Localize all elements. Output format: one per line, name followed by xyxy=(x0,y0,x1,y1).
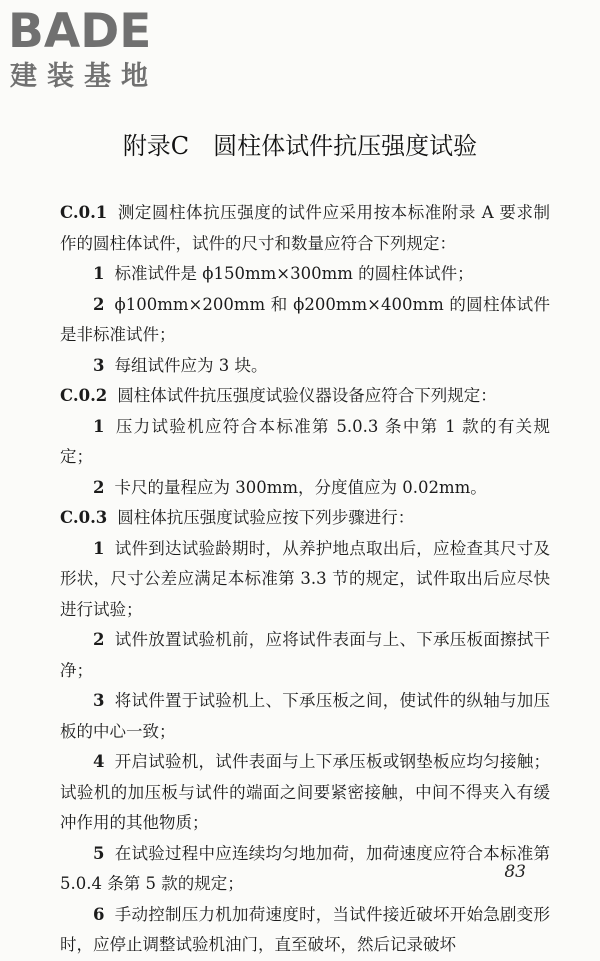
list-item: 4 开启试验机，试件表面与上下承压板或钢垫板应均匀接触；试验机的加压板与试件的端面之间要紧密接触，中间不得夹入有缓冲作用的其他物质； xyxy=(60,752,550,832)
list-item: 3 每组试件应为 3 块。 xyxy=(93,355,268,375)
clause-c01: C.0.1 测定圆柱体抗压强度的试件应采用按本标准附录 A 要求制作的圆柱体试件，试件的尺寸和数量应符合下列规定： xyxy=(60,203,550,253)
clause-c03: C.0.3 圆柱体抗压强度试验应按下列步骤进行： xyxy=(60,508,415,527)
list-item: 1 标准试件是 ϕ150mm×300mm 的圆柱体试件； xyxy=(93,264,474,283)
list-item: 1 压力试验机应符合本标准第 5.0.3 条中第 1 款的有关规定； xyxy=(60,416,550,466)
logo xyxy=(6,4,186,96)
page-number: 83 xyxy=(504,862,526,882)
list-item: 3 将试件置于试验机上、下承压板之间，使试件的纵轴与加压板的中心一致； xyxy=(60,691,550,741)
list-item: 2 ϕ100mm×200mm 和 ϕ200mm×400mm 的圆柱体试件是非标准试件； xyxy=(60,294,550,344)
list-item: 1 试件到达试验龄期时，从养护地点取出后，应检查其尺寸及形状，尺寸公差应满足本标准第 3.3 节的规定，试件取出后应尽快进行试验； xyxy=(60,538,550,619)
logo-wordmark: BADE xyxy=(8,4,152,59)
list-item: 6 手动控制压力机加荷速度时，当试件接近破坏开始急剧变形时，应停止调整试验机油门，直至破坏，然后记录破坏 xyxy=(60,904,550,954)
clause-c02: C.0.2 圆柱体试件抗压强度试验仪器设备应符合下列规定： xyxy=(60,386,497,405)
document-body xyxy=(60,198,550,961)
page-title: 附录C 圆柱体试件抗压强度试验 xyxy=(122,132,478,160)
list-item: 5 在试验过程中应连续均匀地加荷，加荷速度应符合本标准第 5.0.4 条第 5 款的规定； xyxy=(60,843,550,893)
logo-subtitle: 建装基地 xyxy=(10,61,158,92)
list-item: 2 试件放置试验机前，应将试件表面与上、下承压板面擦拭干净； xyxy=(60,630,550,680)
list-item: 2 卡尺的量程应为 300mm，分度值应为 0.02mm。 xyxy=(93,477,487,497)
